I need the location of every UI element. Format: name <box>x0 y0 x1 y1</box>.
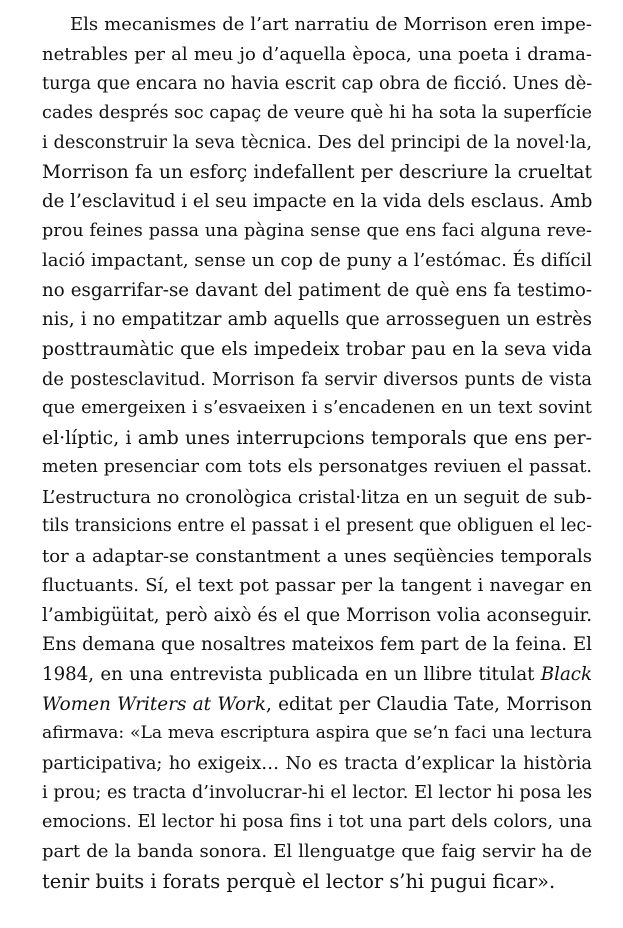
text-line <box>42 808 592 838</box>
book-title-italic: Women Writers at Work <box>42 693 266 715</box>
body-paragraph <box>42 10 592 896</box>
text-segment: tils transicions entre el passat i el present que obliguen el lec- <box>42 516 592 537</box>
text-line <box>42 365 592 395</box>
text-line <box>42 571 592 601</box>
text-segment: tor a adaptar-se constantment a unes seqüències temporals <box>42 545 592 567</box>
text-segment: fluctuants. Sí, el text pot passar per la tangent i navegar en <box>42 575 592 597</box>
text-line <box>42 99 592 129</box>
text-segment: l’ambigüitat, però això és el que Morrison volia aconseguir. <box>42 604 592 626</box>
text-line <box>42 335 592 365</box>
text-line <box>42 217 592 247</box>
text-line <box>42 305 592 335</box>
text-line <box>42 483 592 513</box>
text-line <box>42 719 592 749</box>
text-segment: participativa; ho exigeix… No es tracta d’explicar la història <box>42 752 592 774</box>
text-line <box>42 690 592 720</box>
text-segment: i desconstruir la seva tècnica. Des del principi de la novel·la, <box>42 132 592 154</box>
text-segment: emocions. El lector hi posa fins i tot una part dels colors, una <box>42 811 592 832</box>
book-title-italic: Black <box>540 664 592 686</box>
text-line <box>42 246 592 276</box>
text-segment: netrables per al meu jo d’aquella època, una poeta i drama- <box>42 43 592 65</box>
text-segment: part de la banda sonora. El llenguatge que faig servir ha de <box>42 841 592 863</box>
text-line <box>42 158 592 188</box>
text-line <box>42 69 592 99</box>
text-segment: turga que encara no havia escrit cap obra de ficció. Unes dè- <box>42 73 593 95</box>
text-line <box>42 630 592 660</box>
text-line <box>42 187 592 217</box>
text-line <box>42 128 592 158</box>
text-segment: i prou; es tracta d’involucrar-hi el lector. El lector hi posa les <box>42 782 593 804</box>
text-line <box>42 542 592 572</box>
text-line <box>42 276 592 306</box>
text-segment: L’estructura no cronològica cristal·litza en un seguit de sub- <box>42 486 592 508</box>
text-line <box>42 512 592 542</box>
text-line <box>42 10 592 40</box>
text-segment: lació impactant, sense un cop de puny a l’estómac. És difícil <box>42 250 592 272</box>
text-segment: prou feines passa una pàgina sense que ens faci alguna reve- <box>42 220 592 241</box>
text-line <box>42 453 592 483</box>
text-segment: tenir buits i forats perquè el lector s’hi pugui ficar». <box>42 869 556 893</box>
text-segment: meten presenciar com tots els personatges reviuen el passat. <box>42 457 592 478</box>
text-line <box>42 394 592 424</box>
text-segment: Els mecanismes de l’art narratiu de Morrison eren impe- <box>70 14 592 35</box>
text-segment: de l’esclavitud i el seu impacte en la vida dels esclaus. Amb <box>42 191 593 213</box>
text-line <box>42 601 592 631</box>
text-segment: cades després soc capaç de veure què hi ha sota la superfície <box>42 102 592 123</box>
text-segment: que emergeixen i s’esvaeixen i s’encadenen en un text sovint <box>42 398 592 419</box>
text-segment: no esgarrifar-se davant del patiment de què ens fa testimo- <box>42 279 592 301</box>
text-segment: de postesclavitud. Morrison fa servir diversos punts de vista <box>42 368 592 390</box>
text-segment: Ens demana que nosaltres mateixos fem part de la feina. El <box>42 634 592 656</box>
text-line <box>42 424 592 454</box>
text-line <box>42 749 592 779</box>
text-line <box>42 837 592 867</box>
text-line <box>42 40 592 70</box>
text-line <box>42 778 592 808</box>
text-segment: nis, i no empatitzar amb aquells que arrosseguen un estrès <box>42 309 592 331</box>
text-segment: , editat per Claudia Tate, Morrison <box>266 693 592 715</box>
text-segment: Morrison fa un esforç indefallent per descriure la crueltat <box>42 161 592 183</box>
text-segment: 1984, en una entrevista publicada en un llibre titulat <box>42 664 541 686</box>
text-segment: afirmava: «La meva escriptura aspira que se’n faci una lectura <box>42 723 592 744</box>
text-line <box>42 867 592 897</box>
text-segment: el·líptic, i amb unes interrupcions temporals que ens per- <box>42 427 592 449</box>
text-segment: posttraumàtic que els impedeix trobar pau en la seva vida <box>42 339 592 361</box>
text-line <box>42 660 592 690</box>
